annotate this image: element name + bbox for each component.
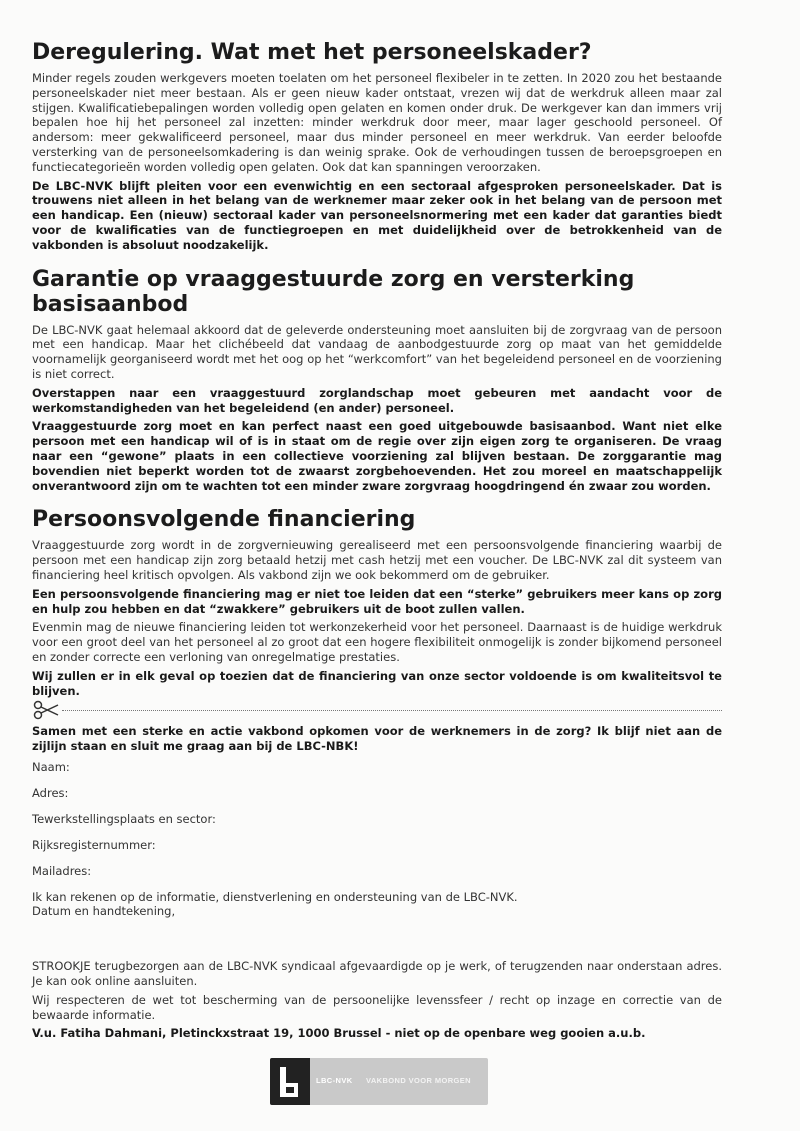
signature-label[interactable]: Datum en handtekening, bbox=[32, 904, 176, 919]
publisher-line: V.u. Fatiha Dahmani, Pletinckxstraat 19, 1000 Brussel - niet op de openbare weg gooien a.u.b. bbox=[32, 1026, 646, 1041]
section-title: Deregulering. Wat met het personeelskader? bbox=[32, 40, 592, 65]
logo-name: LBC-NVK bbox=[316, 1076, 353, 1085]
paragraph: Evenmin mag de nieuwe financiering leiden tot werkonzekerheid voor het personeel. Daarnaast is de huidige werkdruk voor een groot deel van het personeel al zo groot dat een hogere flexibiliteit onmogelijk is zonder bijkomend personeel en zonder correcte een verloning van onregelmatige prestaties. bbox=[32, 620, 722, 664]
section-financiering bbox=[32, 507, 722, 698]
paragraph-bold: Vraaggestuurde zorg moet en kan perfect naast een goed uitgebouwde basisaanbod. Want niet elke persoon met een handicap wil of is in staat om de regie over zijn eigen zorg te organiseren. De vraag naar een “gewone” plaats in een collectieve voorziening zal blijven bestaan. De zorggarantie mag bovendien niet beperkt worden tot de zwaarst zorgbehoevenden. Het zou moreel en maatschappelijk onverantwoord zijn om te wachten tot een minder zware zorgvraag hoogdringend én zwaar zou worden. bbox=[32, 419, 722, 493]
membership-form bbox=[32, 724, 722, 1047]
paragraph-bold: Wij zullen er in elk geval op toezien dat de financiering van onze sector voldoende is om kwaliteitsvol te blijven. bbox=[32, 668, 722, 698]
privacy-note: Wij respecteren de wet tot bescherming van de persoonelijke levenssfeer / recht op inzage en correctie van de bewaarde informatie. bbox=[32, 992, 722, 1022]
cut-line bbox=[32, 700, 722, 720]
paragraph: Minder regels zouden werkgevers moeten toelaten om het personeel flexibeler in te zetten. In 2020 zou het bestaande personeelskader niet meer bestaan. Als er geen nieuw kader ontstaat, vrezen wij dat de werkdruk alleen maar zal stijgen. Kwalificatiebepalingen worden volledig open gelaten en komen onder druk. De werkgever kan dan immers vrij bepalen hoe hij het personeel zal inzetten: minder werkdruk door meer, maar lager geschoold personeel. Of andersom: meer gekwalificeerd personeel, maar dus minder personeel en meer werkdruk. Van eerder beloofde versterking van de personeelsomkadering is dan weinig sprake. Ook de verhoudingen tussen de beroepsgroepen en functiecategorieën worden volledig open gelaten. Ook dat kan spanningen veroorzaken. bbox=[32, 71, 722, 174]
section-title: Persoonsvolgende financiering bbox=[32, 507, 416, 533]
dotted-divider bbox=[62, 710, 722, 711]
paragraph-bold: De LBC-NVK blijft pleiten voor een evenwichtig en een sectoraal afgesproken personeelskader. Dat is trouwens niet alleen in het belang van de werknemer maar zeker ook in het belang van de persoon met een handicap. Een (nieuw) sectoraal kader van personeelsnormering met een kader dat garanties biedt voor de kwalificaties van de functiegroepen en met duidelijkheid over de betrokkenheid van de vakbonden is absoluut noodzakelijk. bbox=[32, 178, 722, 252]
form-intro: Samen met een sterke en actie vakbond opkomen voor de werknemers in de zorg? Ik blijf niet aan de zijlijn staan en sluit me graag aan bij de LBC-NBK! bbox=[32, 724, 722, 753]
return-note: STROOKJE terugbezorgen aan de LBC-NVK syndicaal afgevaardigde op je werk, of terugzenden naar onderstaan adres. Je kan ook online aansluiten. bbox=[32, 959, 722, 988]
logo-tagline: VAKBOND VOOR MORGEN bbox=[366, 1076, 471, 1085]
field-rijksregisternummer[interactable]: Rijksregisternummer: bbox=[32, 837, 156, 852]
paragraph: De LBC-NVK gaat helemaal akkoord dat de geleverde ondersteuning moet aansluiten bij de zorgvraag van de persoon met een handicap. Maar het clichébeeld dat vandaag de aanbodgestuurde zorg op maat van het gemiddelde voornamelijk georganiseerd wordt met het oog op het “werkcomfort” van het begeleidend personeel en de voorziening is niet correct. bbox=[32, 322, 722, 381]
section-title: Garantie op vraaggestuurde zorg en versterking basisaanbod bbox=[32, 266, 635, 317]
paragraph-bold: Overstappen naar een vraaggestuurd zorglandschap moet gebeuren met aandacht voor de werkomstandigheden van het begeleidend (en ander) personeel. bbox=[32, 385, 722, 415]
scissors-icon bbox=[32, 700, 60, 720]
paragraph: Vraaggestuurde zorg wordt in de zorgvernieuwing gerealiseerd met een persoonsvolgende financiering waarbij de persoon met een handicap zijn zorg betaald hetzij met cash hetzij met een voucher. De LBC-NVK zal dit systeem van financiering heel kritisch opvolgen. Als vakbond zijn we ook bekommerd om de gebruiker. bbox=[32, 538, 722, 582]
field-mailadres[interactable]: Mailadres: bbox=[32, 863, 92, 878]
lbc-nvk-logo bbox=[270, 1058, 488, 1105]
section-deregulering bbox=[32, 40, 722, 253]
field-tewerkstelling[interactable]: Tewerkstellingsplaats en sector: bbox=[32, 811, 216, 826]
field-naam[interactable]: Naam: bbox=[32, 759, 70, 774]
consent-text: Ik kan rekenen op de informatie, dienstverlening en ondersteuning van de LBC-NVK. bbox=[32, 889, 518, 904]
logo-mark bbox=[270, 1058, 310, 1105]
article bbox=[32, 40, 722, 702]
paragraph-bold: Een persoonsvolgende financiering mag er niet toe leiden dat een “sterke” gebruikers meer kans op zorg en hulp zou hebben en dat “zwakkere” gebruikers uit de boot zullen vallen. bbox=[32, 586, 722, 616]
field-adres[interactable]: Adres: bbox=[32, 785, 69, 800]
section-garantie bbox=[32, 267, 722, 494]
